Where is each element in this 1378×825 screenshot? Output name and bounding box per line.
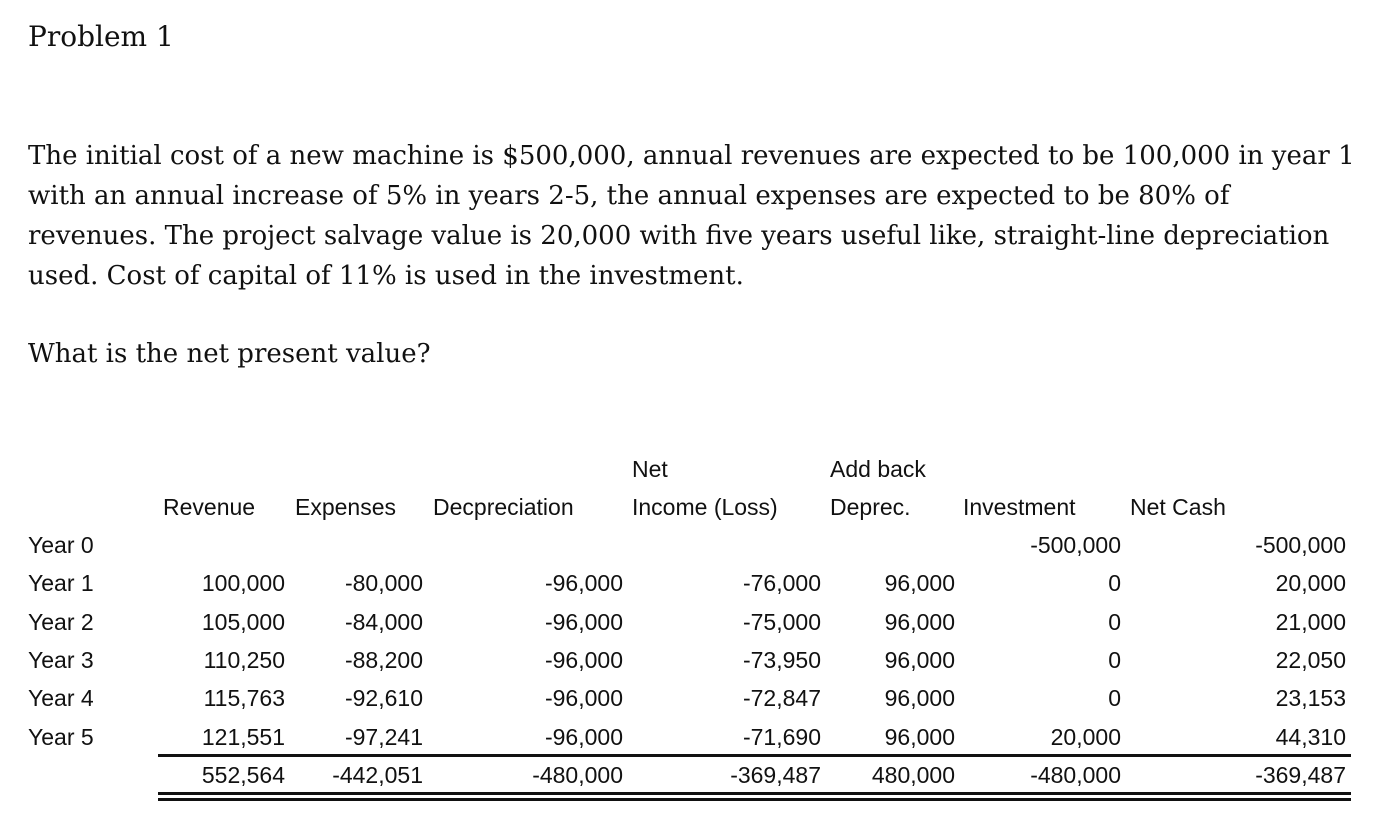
net-income-cell: -73,950 xyxy=(742,647,821,673)
net-cash-cell: 22,050 xyxy=(1275,647,1346,673)
investment-cell: 0 xyxy=(1108,647,1121,673)
add-back-cell: 96,000 xyxy=(884,570,955,596)
net-cash-cell: -500,000 xyxy=(1255,532,1346,558)
revenue-cell: 110,250 xyxy=(203,647,285,673)
expenses-cell: -80,000 xyxy=(344,570,423,596)
net-income-cell: -75,000 xyxy=(742,609,821,635)
revenue-cell: 105,000 xyxy=(201,609,285,635)
year-label: Year 5 xyxy=(28,724,94,750)
year-label: Year 0 xyxy=(28,532,94,558)
header-net-income-line2: Income (Loss) xyxy=(632,494,778,520)
revenue-cell: 115,763 xyxy=(203,685,285,711)
depreciation-cell: -96,000 xyxy=(544,570,623,596)
net-cash-cell: 23,153 xyxy=(1275,685,1346,711)
year-label: Year 3 xyxy=(28,647,94,673)
depreciation-cell: -96,000 xyxy=(544,724,623,750)
investment-cell: 0 xyxy=(1108,685,1121,711)
year-label: Year 4 xyxy=(28,685,94,711)
total-investment: -480,000 xyxy=(1030,762,1121,788)
investment-cell: 20,000 xyxy=(1050,724,1121,750)
revenue-cell: 121,551 xyxy=(201,724,285,750)
net-income-cell: -71,690 xyxy=(742,724,821,750)
depreciation-cell: -96,000 xyxy=(544,609,623,635)
expenses-cell: -84,000 xyxy=(344,609,423,635)
add-back-cell: 96,000 xyxy=(884,724,955,750)
depreciation-cell: -96,000 xyxy=(544,647,623,673)
depreciation-cell: -96,000 xyxy=(544,685,623,711)
total-depreciation: -480,000 xyxy=(532,762,623,788)
header-revenue: Revenue xyxy=(163,494,256,520)
total-net-cash: -369,487 xyxy=(1255,762,1346,788)
header-depreciation: Decpreciation xyxy=(433,494,574,520)
add-back-cell: 96,000 xyxy=(884,647,955,673)
net-income-cell: -76,000 xyxy=(742,570,821,596)
expenses-cell: -92,610 xyxy=(344,685,423,711)
net-cash-cell: 21,000 xyxy=(1275,609,1346,635)
add-back-cell: 96,000 xyxy=(884,609,955,635)
net-cash-cell: 20,000 xyxy=(1275,570,1346,596)
problem-title: Problem 1 xyxy=(28,20,174,53)
total-add-back: 480,000 xyxy=(871,762,955,788)
year-label: Year 1 xyxy=(28,570,94,596)
year-label: Year 2 xyxy=(28,609,94,635)
expenses-cell: -97,241 xyxy=(344,724,423,750)
header-net-cash: Net Cash xyxy=(1130,494,1226,520)
total-net-income: -369,487 xyxy=(730,762,821,788)
header-add-back-line1: Add back xyxy=(830,456,926,482)
totals-top-rule xyxy=(158,754,1351,757)
net-income-cell: -72,847 xyxy=(742,685,821,711)
question-text: What is the net present value? xyxy=(28,339,431,369)
revenue-cell: 100,000 xyxy=(201,570,285,596)
investment-cell: -500,000 xyxy=(1030,532,1121,558)
problem-description: The initial cost of a new machine is $500,000, annual revenues are expected to be 100,000 in year 1 with an annual increase of 5% in years 2-5, the annual expenses are expected to be 80% of revenues. The project salvage value is 20,000 with five years useful like, straight-line depreciation used. Cost of capital of 11% is used in the investment. xyxy=(28,141,1355,291)
expenses-cell: -88,200 xyxy=(344,647,423,673)
add-back-cell: 96,000 xyxy=(884,685,955,711)
header-expenses: Expenses xyxy=(295,494,397,520)
header-add-back-line2: Deprec. xyxy=(830,494,911,520)
header-net-income-line1: Net xyxy=(632,456,668,482)
totals-double-rule-top xyxy=(158,792,1351,795)
total-revenue: 552,564 xyxy=(201,762,285,788)
investment-cell: 0 xyxy=(1108,570,1121,596)
header-investment: Investment xyxy=(963,494,1076,520)
net-cash-cell: 44,310 xyxy=(1275,724,1346,750)
investment-cell: 0 xyxy=(1108,609,1121,635)
totals-double-rule-bottom xyxy=(158,798,1351,801)
total-expenses: -442,051 xyxy=(332,762,423,788)
